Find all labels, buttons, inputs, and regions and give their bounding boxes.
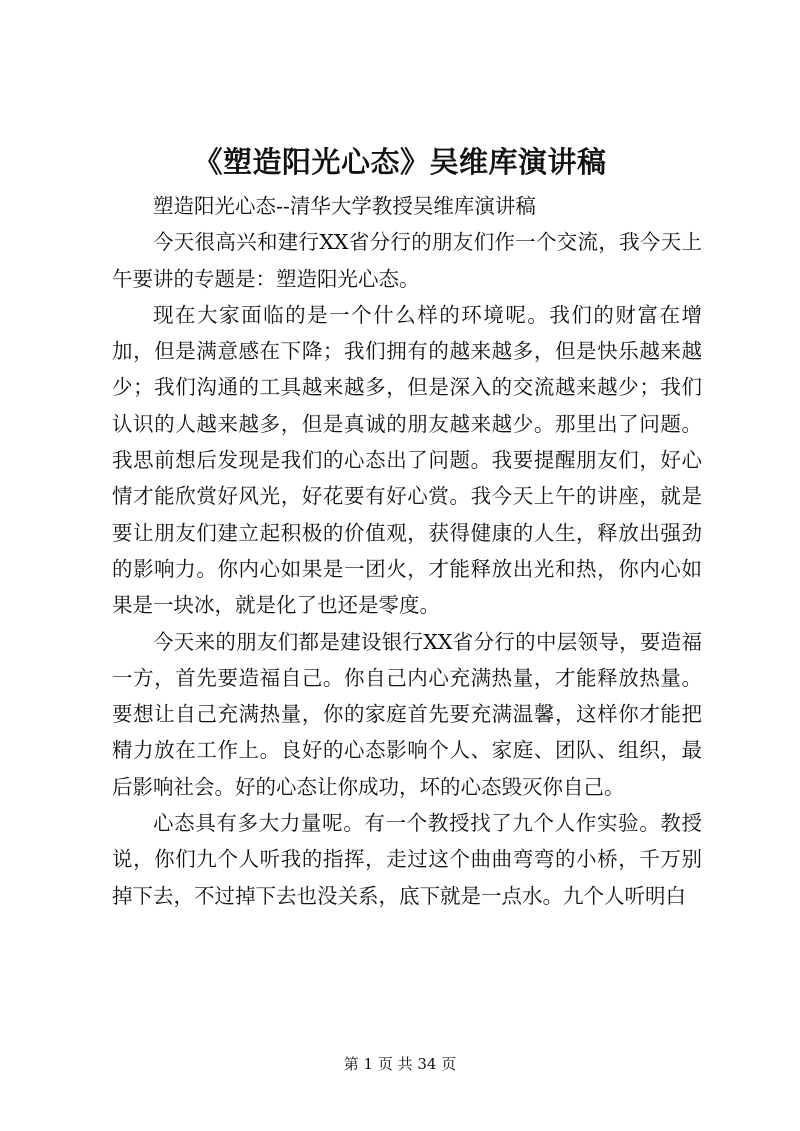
paragraph: 现在大家面临的是一个什么样的环境呢。我们的财富在增加，但是满意感在下降；我们拥有的越来越多，但是快乐越来越少；我们沟通的工具越来越多，但是深入的交流越来越少；我们认识的人越来越多，但是真诚的朋友越来越少。那里出了问题。我思前想后发现是我们的心态出了问题。我要提醒朋友们，好心情才能欣赏好风光，好花要有好心赏。我今天上午的讲座，就是要让朋友们建立起积极的价值观，获得健康的人生，释放出强劲的影响力。你内心如果是一团火，才能释放出光和热，你内心如果是一块冰，就是化了也还是零度。: [112, 302, 702, 618]
document-title: 《塑造阳光心态》吴维库演讲稿: [193, 145, 607, 179]
paragraph: 今天很高兴和建行XX省分行的朋友们作一个交流，我今天上午要讲的专题是：塑造阳光心态。: [112, 230, 702, 291]
paragraph: 今天来的朋友们都是建设银行XX省分行的中层领导，要造福一方，首先要造福自己。你自己内心充满热量，才能释放热量。要想让自己充满热量，你的家庭首先要充满温馨，这样你才能把精力放在工作上。良好的心态影响个人、家庭、团队、组织，最后影响社会。好的心态让你成功，坏的心态毁灭你自己。: [112, 629, 702, 799]
paragraph: 心态具有多大力量呢。有一个教授找了九个人作实验。教授说，你们九个人听我的指挥，走过这个曲曲弯弯的小桥，千万别掉下去，不过掉下去也没关系，底下就是一点水。九个人听明白: [112, 811, 702, 908]
document-body: [112, 188, 702, 914]
paragraph-subtitle: 塑造阳光心态--清华大学教授吴维库演讲稿: [153, 194, 536, 218]
page-number-footer: 第 1 页 共 34 页: [343, 1055, 457, 1073]
